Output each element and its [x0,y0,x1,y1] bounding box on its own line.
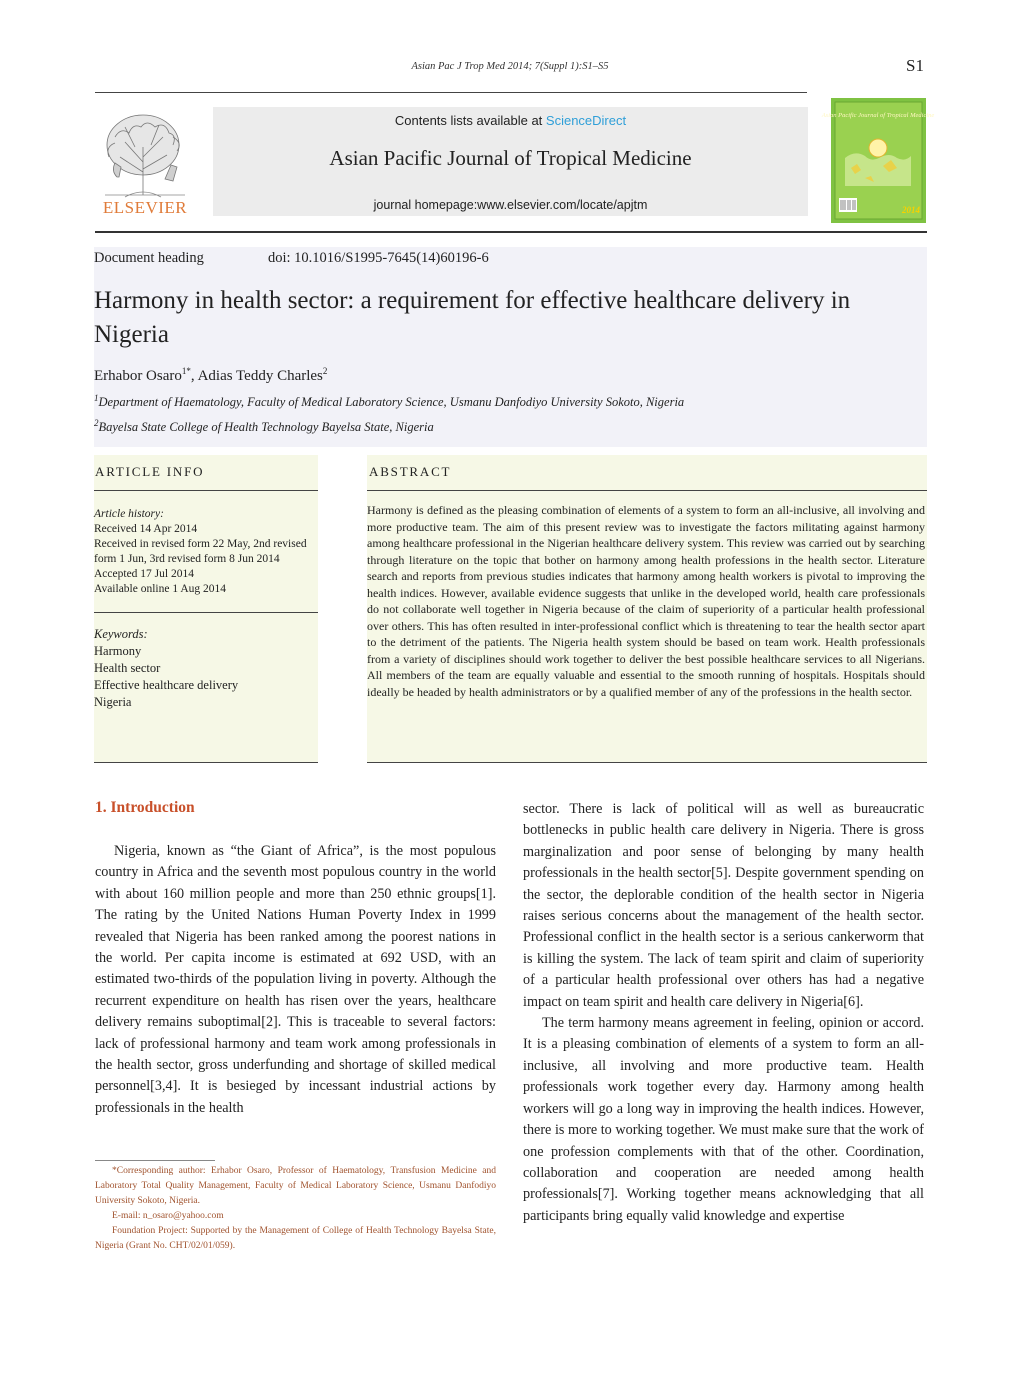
affiliation-1-marker: 1 [94,393,99,403]
affiliation-1-text: Department of Haematology, Faculty of Medical Laboratory Science, Usmanu Danfodiyo University Sokoto, Nigeria [98,395,685,410]
revised-date: Received in revised form 22 May, 2nd revised form 1 Jun, 3rd revised form 8 Jun 2014 [94,538,307,565]
footnotes [95,1164,496,1254]
doi[interactable]: doi: 10.1016/S1995-7645(14)60196-6 [268,250,489,266]
journal-homepage[interactable]: journal homepage:www.elsevier.com/locate/apjtm [373,198,648,212]
publisher-wordmark: ELSEVIER [102,198,188,217]
keyword-item: Health sector [94,661,161,675]
sciencedirect-link[interactable]: ScienceDirect [545,113,627,128]
online-date: Available online 1 Aug 2014 [94,583,227,595]
author-2[interactable]: Adias Teddy Charles [197,368,323,384]
body-column-left [95,841,496,1119]
article-info-heading: ARTICLE INFO [95,464,205,479]
abstract-text: Harmony is defined as the pleasing combination of elements of a system to form an all-inclusive, all involving and more productive team. The aim of this present review was to investigate the factors militating against harmony among healthcare professional in the Nigerian healthcare delivery system. This review was carried out by searching through literature on the topic that bother on harmony among health professions in the health sector. Literature search and reports from previous studies indicates that harmony among health workers is pivotal to improving the health indices. However, available evidence suggests that unlike in the developed world, health care professionals do not collaborate well together in Nigeria because of the claim of superiority of a particular health professional over others. This has often resulted in inter-professional conflict which is threatening to tear the health sector apart to the detriment of the patients. The Nigeria health system should be based on team work. Health professionals from a variety of disciplines should work together to deliver the best possible healthcare services to all Nigerians. All members of the team are equally valuable and essential to the smooth running of hospitals. Hospitals should ideally be headed by health administrators or by a qualified member of any of the professions in the health sector. [367,503,925,699]
author-2-marker: 2 [322,366,328,376]
cover-year: 2014 [902,205,920,215]
section-heading-introduction: 1. Introduction [95,799,195,816]
affiliation-2-marker: 2 [94,418,99,428]
affiliation-1 [94,393,684,410]
elsevier-tree-icon [95,107,195,217]
history-label: Article history: [94,508,164,520]
keywords-block [94,626,318,711]
keyword-item: Nigeria [94,695,132,709]
author-1-marker: 1* [181,366,191,376]
received-date: Received 14 Apr 2014 [94,523,198,535]
article-info-panel [94,455,318,762]
keyword-item: Effective healthcare delivery [94,678,239,692]
cover-title: Asian Pacific Journal of Tropical Medicine [821,112,935,119]
article-history [94,507,318,597]
affiliation-2-text: Bayelsa State College of Health Technology Bayelsa State, Nigeria [98,420,434,435]
accepted-date: Accepted 17 Jul 2014 [94,568,194,580]
journal-cover-image [821,98,935,223]
journal-cover-thumbnail[interactable] [821,98,935,223]
body-column-right [523,799,924,1227]
document-type: Document heading [94,250,204,266]
page-number: S1 [906,56,924,75]
abstract-heading: ABSTRACT [369,464,452,479]
article-title: Harmony in health sector: a requirement for effective healthcare delivery in Nigeria [94,287,851,348]
abstract-bottom-rule [367,762,927,763]
header-rule [95,92,807,93]
contents-prefix: Contents lists available at [394,113,546,128]
footnote-rule [95,1160,215,1161]
body-paragraph: The term harmony means agreement in feeling, opinion or accord. It is a pleasing combination of elements of a system to form an all-inclusive, all involving and more productive team. Health professionals work together every day. Harmony among health workers will go a long way in improving the health indices. However, there is more to working together. We must make sure that the work of one profession complements with that of the other. Coordination, collaboration and cooperation are needed among health professionals[7]. Working together means acknowledging that all participants bring equally valid knowledge and expertise [523,1015,924,1224]
body-paragraph: Nigeria, known as “the Giant of Africa”, is the most populous country in Africa and the seventh most populous country in the world with about 160 million people and more than 250 ethnic groups[1]. The rating by the United Nations Human Poverty Index in 1999 revealed that Nigeria has been ranked among the poorest nations in the world. Per capita income is estimated at 692 USD, with an estimated two-thirds of the population living in poverty. Although the recurrent expenditure on health has risen over the years, healthcare delivery remains suboptimal[2]. This is traceable to several factors: lack of professional harmony and team work among professionals in the health sector, gross underfunding and shortage of skilled medical personnel[3,4]. It is besieged by incessant industrial actions by professionals in the health [95,843,496,1116]
email-note[interactable]: E-mail: n_osaro@yahoo.com [112,1211,224,1221]
author-separator: , [190,368,198,384]
corresponding-author-note: *Corresponding author: Erhabor Osaro, Professor of Haematology, Transfusion Medicine and Laboratory Total Quality Management, Faculty of Medical Laboratory Science, Usmanu Danfodiyo University Sokoto, Nigeria. [95,1166,496,1206]
history-rule [94,612,318,613]
masthead-rule [95,231,927,233]
running-header: Asian Pac J Trop Med 2014; 7(Suppl 1):S1–S5 [411,61,609,72]
funding-note: Foundation Project: Supported by the Management of College of Health Technology Bayelsa State, Nigeria (Grant No. CHT/02/01/059). [95,1226,496,1251]
info-heading-rule [94,490,318,491]
journal-name[interactable]: Asian Pacific Journal of Tropical Medicine [329,146,692,170]
body-paragraph: sector. There is lack of political will as well as bureaucratic bottlenecks in public health care delivery in Nigeria. There is gross marginalization and poor sense of belonging by many health professionals in the health sector[5]. Despite government spending on the sector, the deplorable condition of the health sector in Nigeria raises serious concerns about the management of the health sector. Professional conflict in the health sector is a serious cankerworm that is killing the system. The lack of team spirit and claim of superiority of a particular health professional over others has had a negative impact on team spirit and health care delivery in Nigeria[6]. [523,801,924,1010]
keywords-label: Keywords: [94,627,148,641]
affiliation-2 [94,418,434,435]
elsevier-logo[interactable] [95,107,195,217]
author-1[interactable]: Erhabor Osaro [94,368,182,384]
abstract-heading-rule [367,490,927,491]
contents-line [213,113,808,128]
keyword-item: Harmony [94,644,142,658]
info-bottom-rule [94,762,318,763]
author-list [94,366,327,385]
